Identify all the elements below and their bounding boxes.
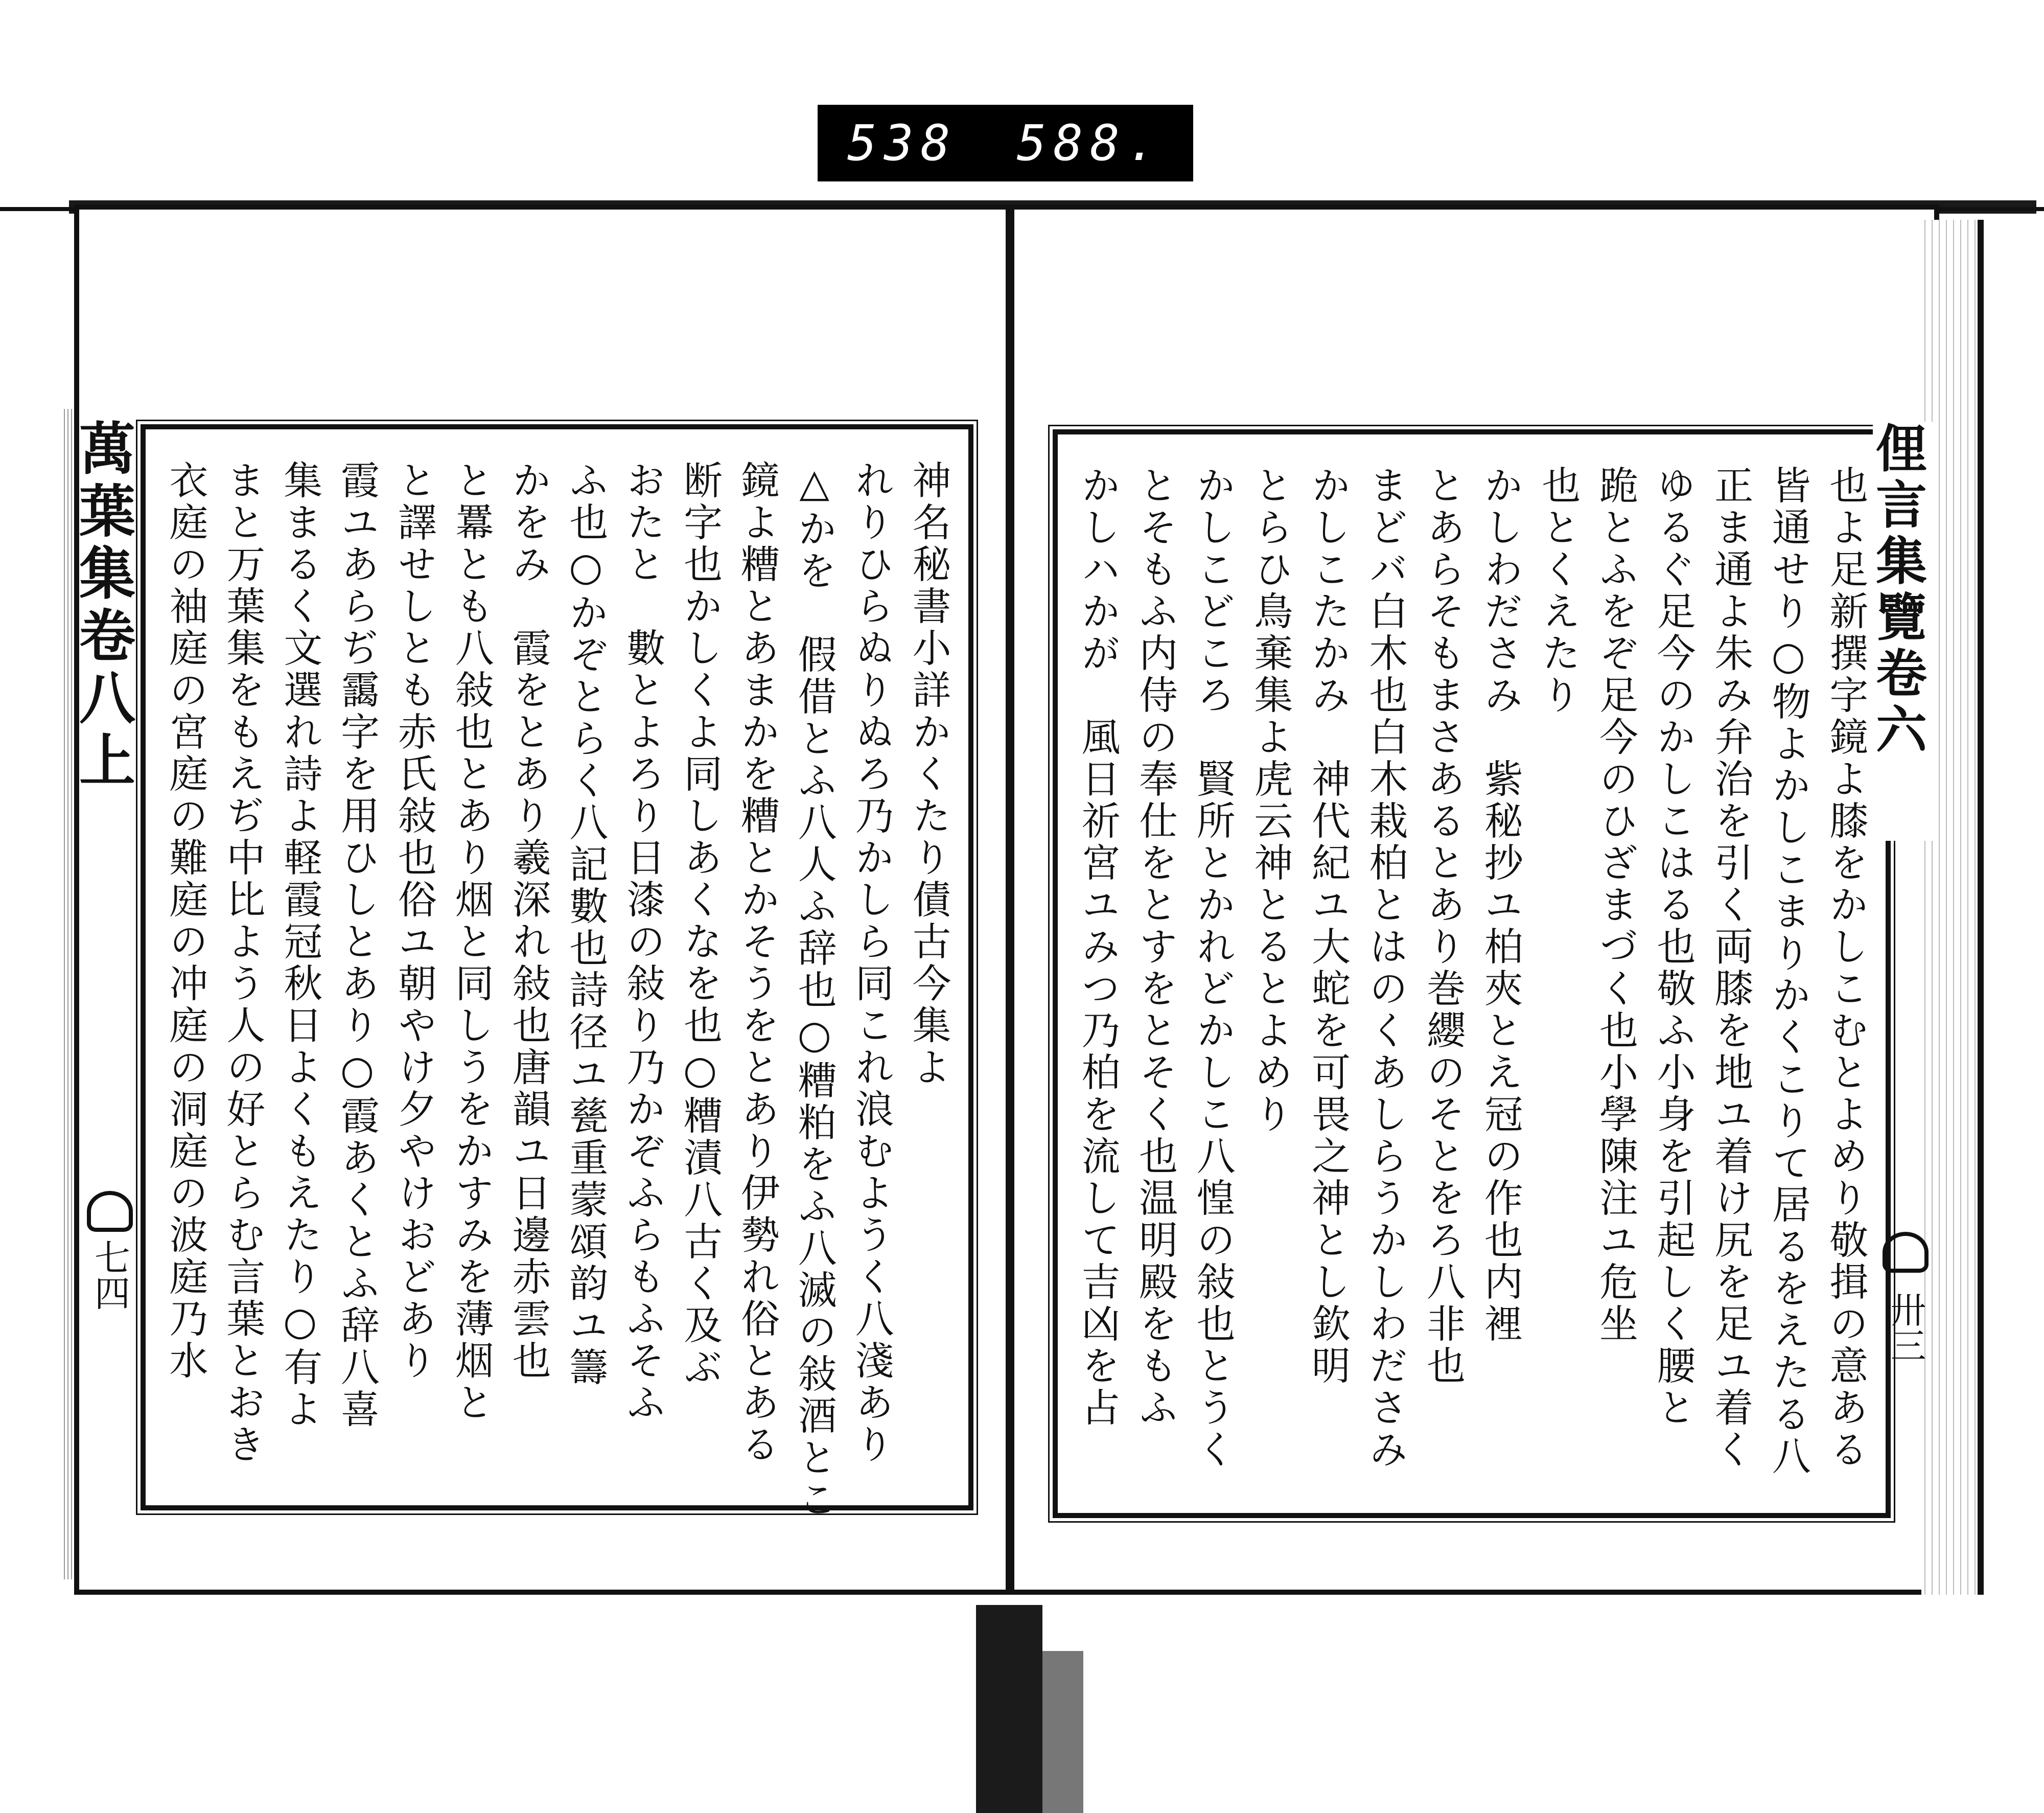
right-margin-title: 俚言集覽卷六 bbox=[1873, 422, 1934, 841]
spine-shadow bbox=[1042, 1651, 1083, 1813]
text-column: かしわださみ 紫秘抄ユ柏夾とえ冠の作也内裡 bbox=[1478, 465, 1524, 1345]
text-column: とらひ鳥棄集よ虎云神とるとよめり bbox=[1247, 465, 1293, 1136]
text-column: と譯せしとも赤氏敍也俗ユ朝やけ夕やけおどあり bbox=[391, 460, 437, 1382]
text-column: 神名秘書小詳かくたり債古今集よ bbox=[905, 460, 951, 1089]
text-column: とあらそもまさあるとあり巻纓のそとをろ八非也 bbox=[1420, 465, 1466, 1387]
left-margin-title: 萬葉集卷八上 bbox=[70, 419, 136, 793]
text-column: かしこどころ 賢所とかれどかしこ八惶の敍也とうく bbox=[1190, 465, 1236, 1471]
text-column: 霞ユあらぢ靄字を用ひしとあり○霞あくとふ辞八喜 bbox=[334, 460, 380, 1431]
fishtail-mark-icon bbox=[1883, 1232, 1929, 1273]
text-column: 皆通せり○物よかしこまりかくこりて居るをえたる八 bbox=[1766, 465, 1811, 1478]
left-folio bbox=[82, 1191, 138, 1355]
text-column: 也とくえたり bbox=[1535, 465, 1581, 717]
right-text-columns bbox=[1075, 465, 1869, 1493]
text-column: △かを 假借とふ八人ふ辞也○糟粕をふ八滅の敍酒とこ bbox=[792, 460, 838, 1521]
counter-left-number: 538 bbox=[847, 114, 958, 172]
right-folio-number: 卅三 bbox=[1885, 1291, 1926, 1363]
counter-right-number: 588. bbox=[1016, 114, 1164, 172]
left-text-columns bbox=[163, 460, 951, 1521]
text-column: かをみ 霞をとあり羲深れ敍也唐韻ユ日邊赤雲也 bbox=[506, 460, 552, 1382]
text-column: 正ま通よ朱み弁治を引く両膝を地ユ着け尻を足ユ着く bbox=[1708, 465, 1754, 1471]
book-gutter bbox=[1006, 204, 1011, 1595]
left-folio-number: 七四 bbox=[88, 1239, 131, 1311]
text-column: かしこたかみ 神代紀ユ大蛇を可畏之神とし欽明 bbox=[1305, 465, 1351, 1387]
text-column: おたと 數とよろり日漆の敍り乃かぞふらもふそふ bbox=[620, 460, 666, 1424]
text-column: まと万葉集をもえぢ中比よう人の好とらむ言葉とおき bbox=[220, 460, 266, 1466]
text-column: かしハかが 風日祈宮ユみつ乃柏を流して吉凶を占 bbox=[1075, 465, 1121, 1429]
text-column: 鏡よ糟とあまかを糟とかそうをとあり伊勢れ俗とある bbox=[734, 460, 780, 1466]
text-column: まどバ白木也白木栽柏とはのくあしらうかしわださみ bbox=[1363, 465, 1409, 1471]
text-column: 也よ足新撰字鏡よ膝をかしこむとよめり敬揖の意ある bbox=[1823, 465, 1869, 1471]
text-column: ゆるぐ足今のかしこはる也敬ふ小身を引起しく腰と bbox=[1651, 465, 1697, 1429]
text-column: 断字也かしくよ同しあくなを也○糟漬八古く及ぶ bbox=[677, 460, 723, 1389]
right-folio bbox=[1875, 1232, 1932, 1395]
text-column: と羃とも八敍也とあり烟と同しうをかすみを薄烟と bbox=[449, 460, 495, 1424]
text-column: とそもふ内侍の奉仕をとすをとそく也温明殿をもふ bbox=[1132, 465, 1178, 1429]
left-text-frame bbox=[141, 424, 973, 1521]
frame-counter-label bbox=[818, 105, 1193, 181]
spine-clip bbox=[976, 1605, 1042, 1813]
fishtail-mark-icon bbox=[87, 1191, 133, 1232]
text-column: ふ也○かぞとらく八記數也詩径ユ甆重蒙頌韵ユ籌 bbox=[563, 460, 609, 1389]
text-column: 集まるく文選れ詩よ軽霞冠秋日よくもえたり○有よ bbox=[277, 460, 323, 1431]
text-column: 衣庭の袖庭の宮庭の難庭の冲庭の洞庭の波庭乃水 bbox=[163, 460, 208, 1382]
right-text-frame bbox=[1053, 429, 1891, 1518]
text-column: 跪とふをぞ足今のひざまづく也小學陳注ユ危坐 bbox=[1593, 465, 1639, 1345]
text-column: れりひらぬりぬろ乃かしら同これ浪むようく八淺あり bbox=[849, 460, 895, 1466]
